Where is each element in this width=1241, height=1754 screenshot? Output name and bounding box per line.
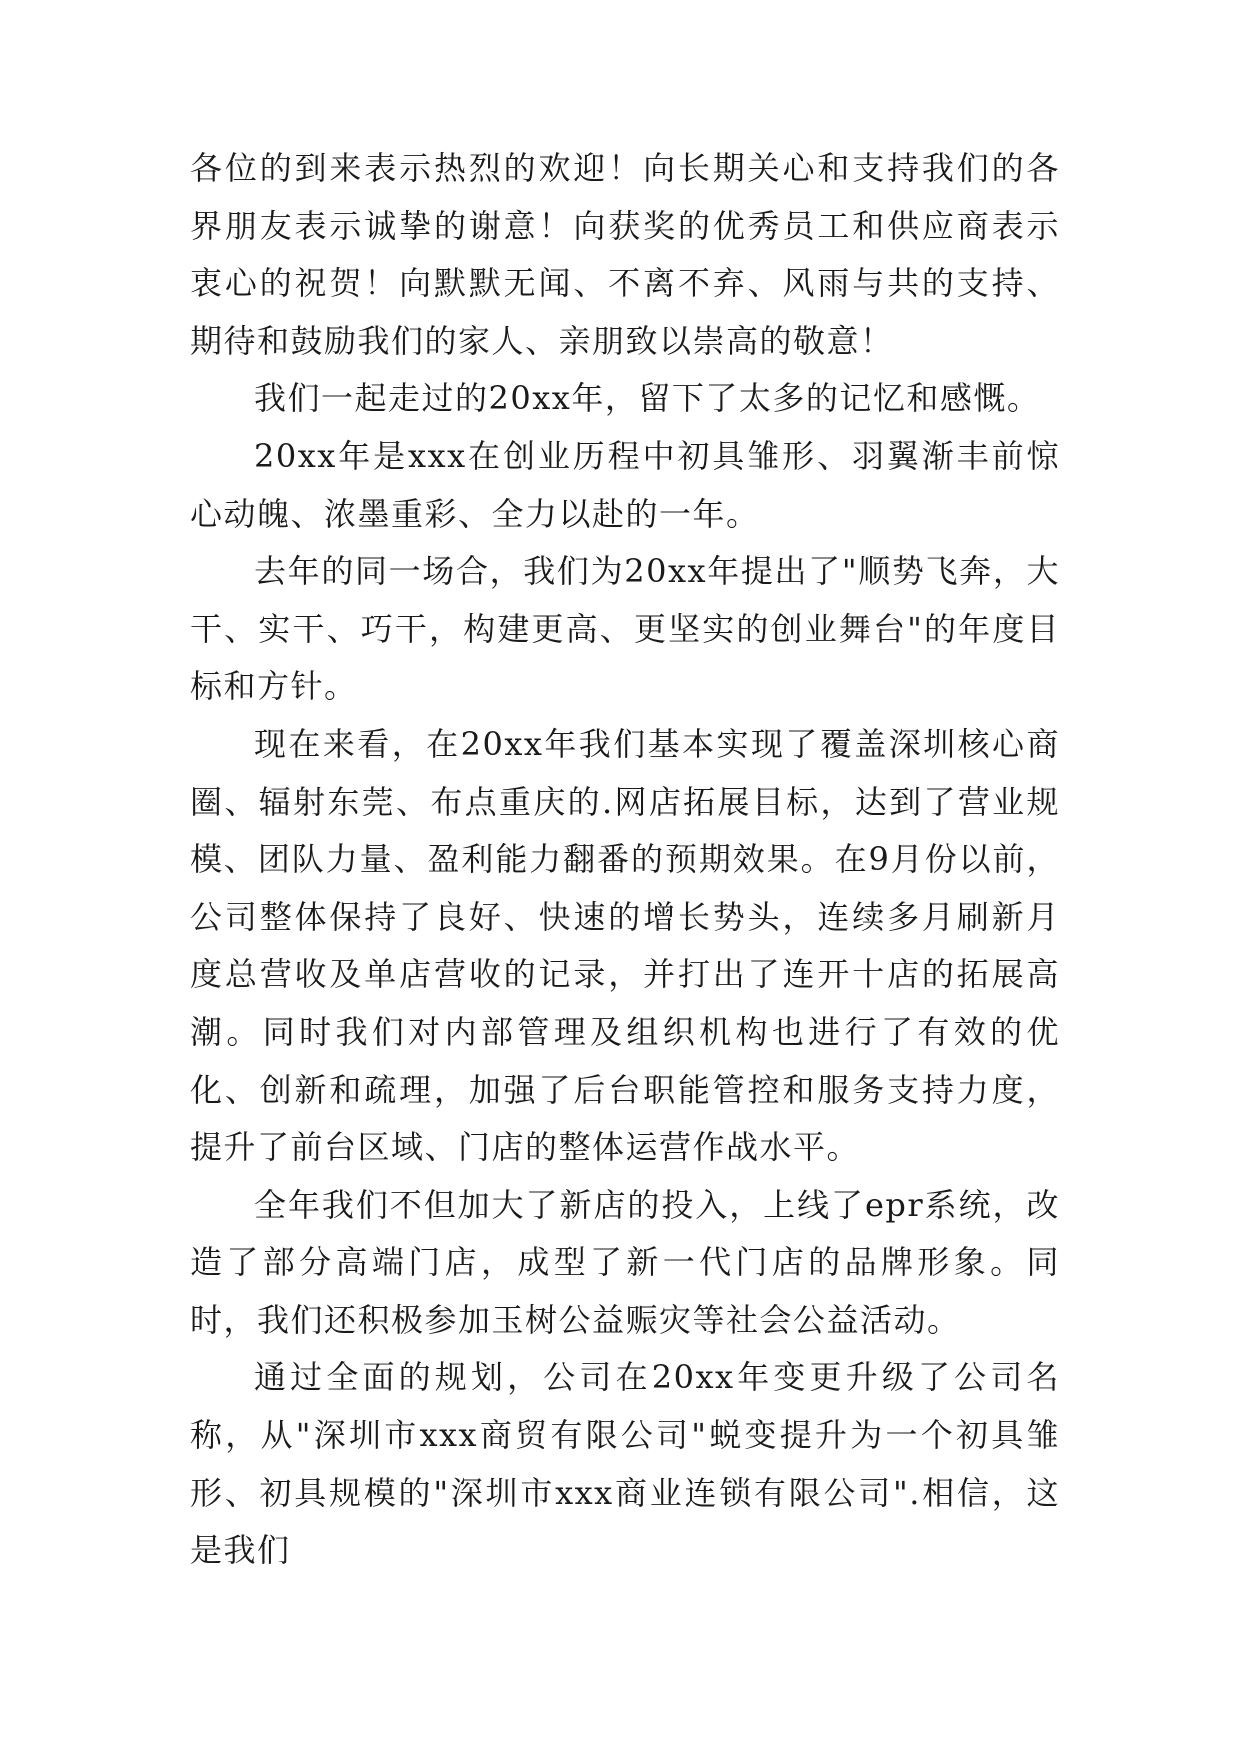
paragraph-memories: 我们一起走过的20xx年，留下了太多的记忆和感慨。 (254, 379, 1041, 418)
document-body (190, 140, 1060, 1580)
paragraph-company-rename: 通过全面的规划，公司在20xx年变更升级了公司名称，从"深圳市xxx商贸有限公司"蜕变提升为一个初具雏形、初具规模的"深圳市xxx商业连锁有限公司".相信，这是我们 (190, 1358, 1060, 1570)
paragraph-annual-goal: 去年的同一场合，我们为20xx年提出了"顺势飞奔，大干、实干、巧干，构建更高、更坚实的创业舞台"的年度目标和方针。 (190, 552, 1060, 706)
paragraph-investments: 全年我们不但加大了新店的投入，上线了epr系统，改造了部分高端门店，成型了新一代门店的品牌形象。同时，我们还积极参加玉树公益赈灾等社会公益活动。 (190, 1185, 1060, 1339)
paragraph-year-summary: 20xx年是xxx在创业历程中初具雏形、羽翼渐丰前惊心动魄、浓墨重彩、全力以赴的一年。 (190, 436, 1060, 533)
paragraph-welcome: 各位的到来表示热烈的欢迎！向长期关心和支持我们的各界朋友表示诚挚的谢意！向获奖的优秀员工和供应商表示衷心的祝贺！向默默无闻、不离不弃、风雨与共的支持、期待和鼓励我们的家人、亲朋致以崇高的敬意！ (190, 149, 1060, 360)
paragraph-achievements: 现在来看，在20xx年我们基本实现了覆盖深圳核心商圈、辐射东莞、布点重庆的.网店拓展目标，达到了营业规模、团队力量、盈利能力翻番的预期效果。在9月份以前，公司整体保持了良好、快速的增长势头，连续多月刷新月度总营收及单店营收的记录，并打出了连开十店的拓展高潮。同时我们对内部管理及组织机构也进行了有效的优化、创新和疏理，加强了后台职能管控和服务支持力度，提升了前台区域、门店的整体运营作战水平。 (190, 724, 1060, 1167)
